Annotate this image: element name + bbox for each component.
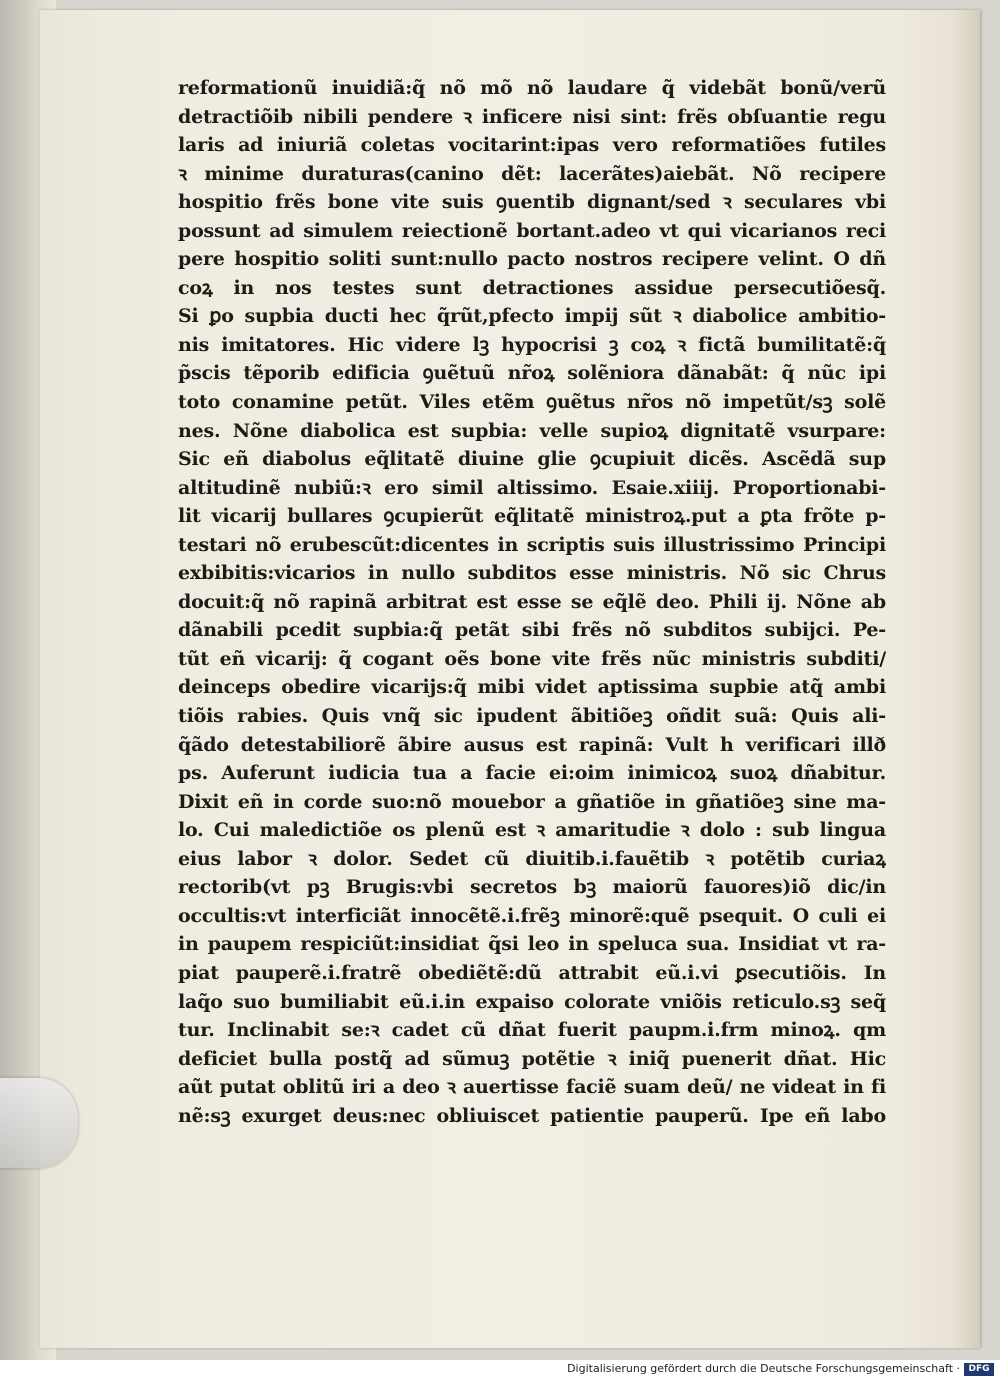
text-line: laris ad iniuriã coletas vocitarint:ipas vero reformatiões futiles	[178, 134, 886, 157]
text-line: testari nõ erubescũt:dicentes in scriptis suis illustrissimo Principi	[178, 533, 886, 556]
text-line: rectorib(vt pꝫ Brugis:vbi secretos bꝫ maiorũ fauores)iõ dic/in	[178, 876, 886, 899]
text-line: pere hospitio soliti sunt:nullo pacto nostros recipere velint. O dñ	[178, 248, 886, 271]
text-line: detractiõib nibili pendere ꝛ inficere nisi sint: frẽs obſuantie regu	[178, 105, 886, 128]
text-line: lo. Cui maledictiõe os plenũ est ꝛ amaritudie ꝛ dolo : sub lingua	[178, 819, 886, 842]
text-line: aũt putat oblitũ iri a deo ꝛ auertisse faciẽ suam deũ/ ne videat in fi	[178, 1076, 886, 1099]
text-line: nes. Nõne diabolica est supbia: velle supioꝝ dignitatẽ vsurpare:	[178, 419, 886, 442]
text-line: tiõis rabies. Quis vnq̃ sic ipudent ãbitiõeꝫ oñdit suã: Quis ali-	[178, 705, 886, 728]
text-line: p̃scis tẽporib edificia ꝯuẽtuũ nr̃oꝝ solẽniora dãnabãt: q̃ nũc ipi	[178, 362, 886, 385]
footer-bar	[0, 1360, 1000, 1380]
text-line: deficiet bulla postq̃ ad sũmuꝫ potẽtie ꝛ iniq̃ puenerit dñat. Hic	[178, 1047, 886, 1070]
text-line: lit vicarij bullares ꝯcupierũt eq̃litatẽ ministroꝝ.put a ꝑta frõte p-	[178, 505, 886, 528]
text-line: hospitio frẽs bone vite suis ꝯuentib dignant/sed ꝛ seculares vbi	[178, 191, 886, 214]
text-line: tũt eñ vicarij: q̃ cogant oẽs bone vite frẽs nũc ministris subditi/	[178, 647, 886, 670]
text-line: altitudinẽ nubiũ:ꝛ ero simil altissimo. Esaie.xiiij. Proportionabi-	[178, 476, 886, 499]
text-line: possunt ad simulem reiectionẽ bortant.adeo vt qui vicarianos reci	[178, 219, 886, 242]
text-line: exbibitis:vicarios in nullo subditos esse ministris. Nõ sic Chrus	[178, 562, 886, 585]
text-line: nis imitatores. Hic videre lꝫ hypocrisi ꝫ coꝝ ꝛ fictã bumilitatẽ:q̃	[178, 333, 886, 356]
text-line: tur. Inclinabit se:ꝛ cadet cũ dñat fuerit paupm.i.frm minoꝝ. qm	[178, 1019, 886, 1042]
text-line: nẽ:sꝫ exurget deus:nec obliuiscet patientie pauperũ. Ipe eñ labo	[178, 1104, 886, 1127]
text-line: reformationũ inuidiã:q̃ nõ mõ nõ laudare q̃ videbãt bonũ/verũ	[178, 77, 886, 99]
text-line: ps. Auferunt iudicia tua a facie ei:oim inimicoꝝ suoꝝ dñabitur.	[178, 762, 886, 785]
text-line: Si ꝑo supbia ducti hec q̃rũt,pfecto impij sũt ꝛ diabolice ambitio-	[178, 305, 886, 328]
page-holder-clip	[0, 1078, 78, 1168]
text-line: docuit:q̃ nõ rapinã arbitrat est esse se eq̃lẽ deo. Phili ij. Nõne ab	[178, 590, 886, 613]
text-line: dãnabili pcedit supbia:q̃ petãt sibi frẽs nõ subditos subijci. Pe-	[178, 619, 886, 642]
text-line: Sic eñ diabolus eq̃litatẽ diuine glie ꝯcupiuit dicẽs. Ascẽdã sup	[178, 448, 886, 471]
page-right-shadow	[954, 10, 980, 1348]
text-line: toto conamine petũt. Viles etẽm ꝯuẽtus nr̃os nõ impetũt/sꝫ solẽ	[178, 391, 886, 414]
text-line: ꝛ minime duraturas(canino dẽt: lacerãtes)aiebãt. Nõ recipere	[178, 162, 886, 185]
text-line: eius labor ꝛ dolor. Sedet cũ diuitib.i.fauẽtib ꝛ potẽtib curiaꝝ	[178, 847, 886, 870]
text-line: deinceps obedire vicarijs:q̃ mibi videt aptissima supbie atq̃ ambi	[178, 676, 886, 699]
text-line: piat pauperẽ.i.fratrẽ obediẽtẽ:dũ attrabit eũ.i.vi ꝑsecutiõis. In	[178, 961, 886, 984]
text-line: q̃ãdo detestabiliorẽ ãbire ausus est rapinã: Vult h verificari illð	[178, 733, 886, 756]
text-line: occultis:vt interficiãt innocẽtẽ.i.frẽꝫ minorẽ:quẽ psequit. O culi ei	[178, 904, 886, 927]
funding-credit: Digitalisierung gefördert durch die Deutsche Forschungsgemeinschaft ·	[567, 1362, 960, 1375]
dfg-logo: DFG	[964, 1363, 994, 1376]
page-text-block	[178, 74, 886, 1130]
text-line: Dixit eñ in corde suo:nõ mouebor a gñatiõe in gñatiõeꝫ sine ma-	[178, 790, 886, 813]
text-line: coꝝ in nos testes sunt detractiones assidue persecutiõesq̃.	[178, 276, 886, 299]
text-line: in paupem respiciũt:insidiat q̃si leo in speluca sua. Insidiat vt ra-	[178, 933, 886, 956]
text-line: laq̃o suo bumiliabit eũ.i.in expaiso colorate vniõis reticulo.sꝫ seq̃	[178, 990, 886, 1013]
